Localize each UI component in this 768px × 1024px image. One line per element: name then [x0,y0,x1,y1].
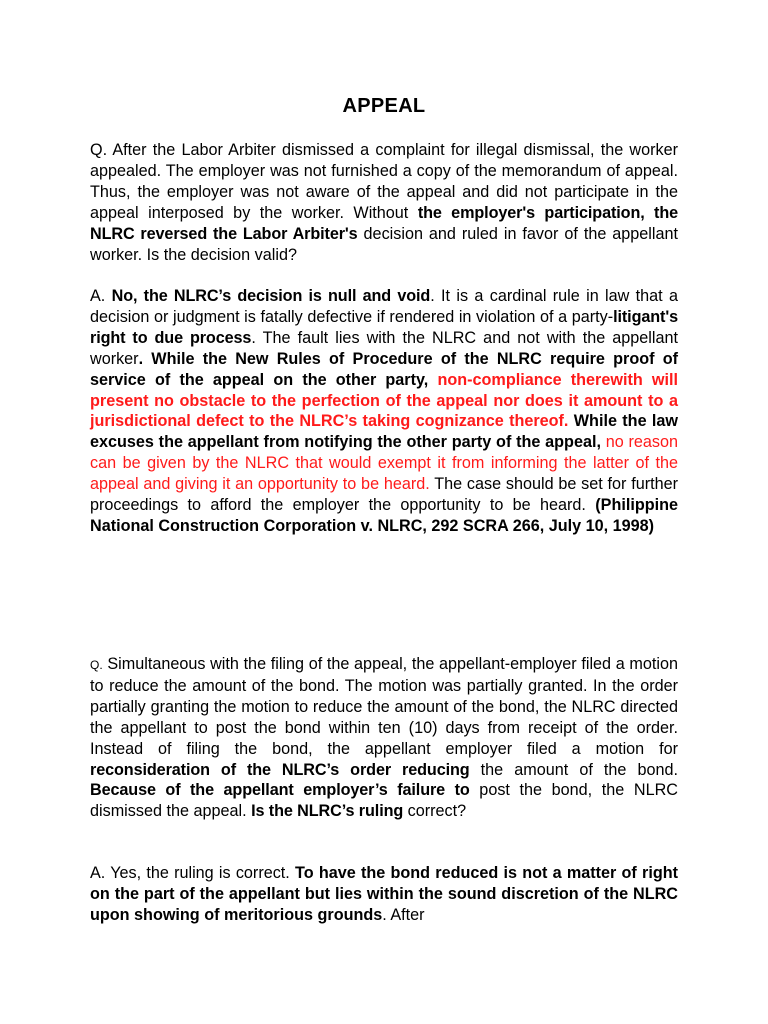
answer-1-prefix: A. [90,287,112,305]
question-2-text-3: post the bond, the NLRC dismissed the appeal. [90,781,678,821]
answer-1-text-2: . The fault lies with the NLRC and not with the appellant worker [90,328,678,368]
answer-1-text: . It is a cardinal rule in law that a decision or judgment is fatally defective if rendered in violation of a party- [90,287,679,326]
question-2-bold-text-2: Because of the appellant employer’s failure to [90,781,470,800]
question-2 [90,654,678,822]
question-1-text-end: decision and ruled in favor of the appellant worker. Is the decision valid? [90,224,679,264]
answer-1-law-excuses: While the law excuses the appellant from notifying the other party of the appeal, [90,412,679,452]
answer-1 [90,286,678,537]
question-2-text-2: the amount of the bond. [469,760,678,779]
answer-2-prefix: A. Yes, the ruling is correct. [90,864,296,882]
question-2-bold-text: reconsideration of the NLRC’s order reducing [90,760,470,779]
question-2-prefix: Q. [90,658,103,672]
answer-1-red-bold: non-compliance therewith will present no obstacle to the perfection of the appeal nor does it amount to a jurisdictional defect to the NLRC’s taking cognizance thereof. [90,370,678,431]
question-1-bold-text: the employer's participation, the NLRC reversed the Labor Arbiter's [90,203,679,243]
document-title: APPEAL [342,95,426,117]
question-1-text: Q. After the Labor Arbiter dismissed a complaint for illegal dismissal, the worker appealed. The employer was not furnished a copy of the memorandum of appeal. Thus, the employer was not aware of the appeal and did not participate in the appeal interposed by the worker. Without [90,141,678,222]
answer-1-rules: . While the New Rules of Procedure of the NLRC require proof of service of the appeal on the other party, [90,349,678,389]
question-2-text-end: correct? [403,802,467,821]
answer-2 [90,863,678,926]
question-2-text: Simultaneous with the filing of the appeal, the appellant-employer filed a motion to reduce the amount of the bond. The motion was partially granted. In the order partially granting the motion to reduce the amount of the bond, the NLRC directed the appellant to post the bond within ten (10) days from receipt of the order. Instead of filing the bond, the appellant employer filed a motion for [90,655,678,758]
question-2-bold-text-3: Is the NLRC’s ruling [251,802,404,821]
answer-1-text-3: The case should be set for further proceedings to afford the employer the opportunity to be heard. [90,475,678,515]
answer-1-citation: (Philippine National Construction Corporation v. NLRC, 292 SCRA 266, July 10, 1998) [90,496,678,535]
answer-1-red-text: no reason can be given by the NLRC that would exempt it from informing the latter of the appeal and giving it an opportunity to be heard. [90,433,678,494]
question-1 [90,140,678,265]
answer-2-text: . After [382,905,425,924]
answer-1-due-process: litigant's right to due process [90,307,678,347]
answer-2-bold-text: To have the bond reduced is not a matter of right on the part of the appellant but lies within the sound discretion of the NLRC upon showing of meritorious grounds [90,864,679,924]
answer-1-holding: No, the NLRC’s decision is null and void [111,287,431,305]
